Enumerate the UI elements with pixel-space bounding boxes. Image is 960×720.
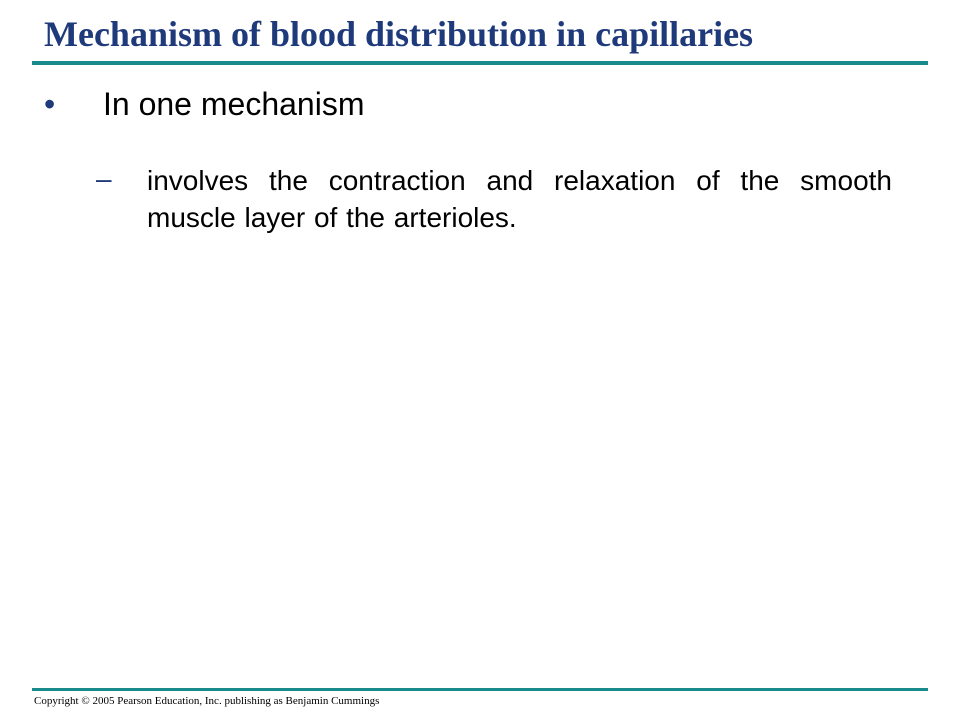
copyright-footer: Copyright © 2005 Pearson Education, Inc. publishing as Benjamin Cummings: [34, 695, 380, 707]
sub-bullet-text: involves the contraction and relaxation of the smooth muscle layer of the arterioles.: [147, 165, 892, 233]
bullet-marker: •: [44, 86, 56, 122]
sub-bullet-marker: –: [96, 163, 112, 194]
slide-title: Mechanism of blood distribution in capillaries: [44, 14, 754, 54]
title-divider: [32, 61, 928, 65]
bullet-text: In one mechanism: [103, 86, 365, 122]
footer-divider: [32, 688, 928, 691]
